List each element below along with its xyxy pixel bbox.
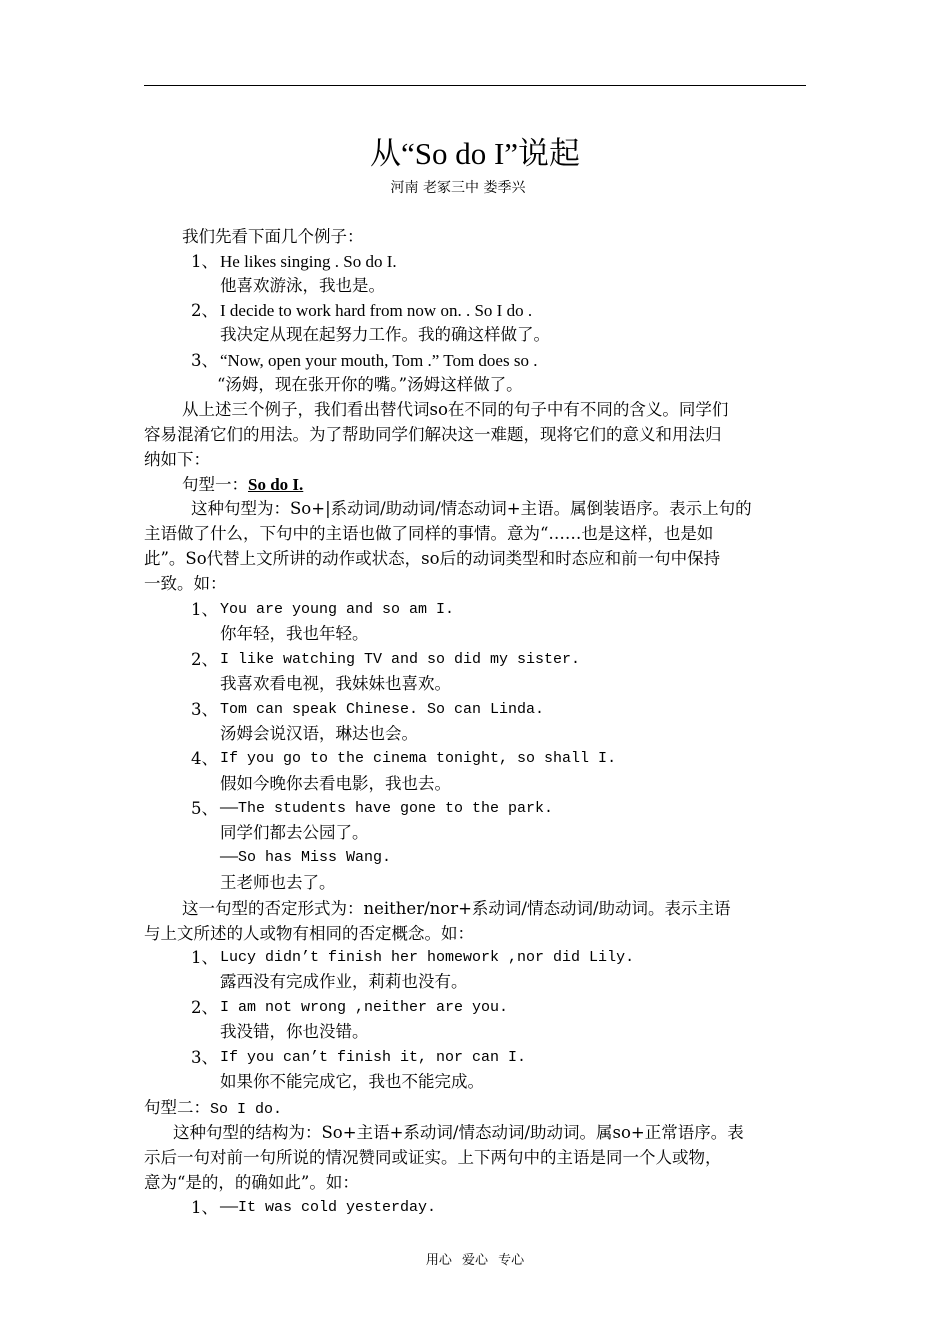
example-number: 5、 — [191, 799, 218, 818]
example-number: 4、 — [191, 749, 218, 768]
pattern-value: So I do. — [210, 1101, 283, 1118]
example-english: If you can’t finish it, nor can I. — [220, 1049, 527, 1066]
paragraph-line: 这种句型的结构为：So+主语+系动词/情态动词/助动词。属so+正常语序。表 — [173, 1123, 744, 1142]
pattern-heading — [144, 1096, 282, 1120]
pattern-heading — [182, 473, 303, 497]
example-number: 3、 — [191, 351, 218, 370]
paragraph-line: 示后一句对前一句所说的情况赞同或证实。上下两句中的主语是同一个人或物， — [144, 1148, 722, 1167]
document-title: 从“So do I”说起 — [369, 136, 581, 171]
example-english: He likes singing . So do I. — [220, 252, 397, 271]
example-chinese: 我决定从现在起努力工作。我的确这样做了。 — [220, 325, 550, 344]
example-number: 2、 — [191, 650, 218, 669]
example-number: 2、 — [191, 998, 218, 1017]
example-english: I decide to work hard from now on. . So I do . — [220, 301, 533, 320]
example-english: Tom can speak Chinese. So can Linda. — [220, 701, 545, 718]
example-chinese: “汤姆，现在张开你的嘴。”汤姆这样做了。 — [217, 375, 523, 394]
example-english: ——It was cold yesterday. — [220, 1199, 437, 1216]
example-english: ——So has Miss Wang. — [220, 849, 392, 866]
example-chinese: 同学们都去公园了。 — [220, 823, 369, 842]
example-chinese: 王老师也去了。 — [220, 873, 336, 892]
paragraph-line: 一致。如： — [144, 574, 227, 593]
example-chinese: 如果你不能完成它，我也不能完成。 — [220, 1072, 484, 1091]
intro-text: 我们先看下面几个例子： — [182, 227, 364, 246]
example-chinese: 我没错，你也没错。 — [220, 1022, 369, 1041]
example-english: “Now, open your mouth, Tom .” Tom does so . — [220, 351, 538, 370]
example-chinese: 我喜欢看电视，我妹妹也喜欢。 — [220, 674, 451, 693]
pattern-label: 句型一： — [182, 475, 248, 494]
paragraph-line: 意为“是的，的确如此”。如： — [144, 1173, 359, 1192]
example-english: ——The students have gone to the park. — [220, 800, 554, 817]
example-number: 1、 — [191, 948, 218, 967]
paragraph-line: 与上文所述的人或物有相同的否定概念。如： — [144, 924, 474, 943]
example-chinese: 他喜欢游泳，我也是。 — [220, 276, 385, 295]
example-number: 1、 — [191, 600, 218, 619]
author-byline: 河南 老冢三中 娄季兴 — [390, 180, 526, 196]
pattern-label: 句型二： — [144, 1098, 210, 1117]
pattern-value: So do I. — [248, 475, 304, 494]
paragraph-line: 这种句型为：So+|系动词/助动词/情态动词+主语。属倒装语序。表示上句的 — [191, 499, 752, 518]
example-chinese: 露西没有完成作业，莉莉也没有。 — [220, 972, 468, 991]
example-chinese: 你年轻，我也年轻。 — [220, 624, 369, 643]
example-chinese: 汤姆会说汉语，琳达也会。 — [220, 724, 418, 743]
example-english: If you go to the cinema tonight, so shall I. — [220, 750, 617, 767]
example-chinese: 假如今晚你去看电影，我也去。 — [220, 774, 451, 793]
example-number: 2、 — [191, 301, 218, 320]
paragraph-line: 纳如下： — [144, 450, 210, 469]
example-number: 1、 — [191, 252, 218, 271]
example-english: Lucy didn’t finish her homework ,nor did Lily. — [220, 949, 635, 966]
example-english: I am not wrong ,neither are you. — [220, 999, 509, 1016]
example-number: 1、 — [191, 1198, 218, 1217]
page-footer: 用心 爱心 专心 — [425, 1253, 525, 1268]
paragraph-line: 容易混淆它们的用法。为了帮助同学们解决这一难题，现将它们的意义和用法归 — [144, 425, 722, 444]
example-english: You are young and so am I. — [220, 601, 455, 618]
paragraph-line: 此”。So代替上文所讲的动作或状态，so后的动词类型和时态应和前一句中保持 — [144, 549, 721, 568]
example-number: 3、 — [191, 1048, 218, 1067]
example-english: I like watching TV and so did my sister. — [220, 651, 581, 668]
paragraph-line: 从上述三个例子，我们看出替代词so在不同的句子中有不同的含义。同学们 — [182, 400, 729, 419]
paragraph-line: 这一句型的否定形式为：neither/nor+系动词/情态动词/助动词。表示主语 — [182, 899, 731, 918]
header-rule — [144, 85, 806, 86]
paragraph-line: 主语做了什么，下句中的主语也做了同样的事情。意为“……也是这样，也是如 — [144, 524, 714, 543]
example-number: 3、 — [191, 700, 218, 719]
